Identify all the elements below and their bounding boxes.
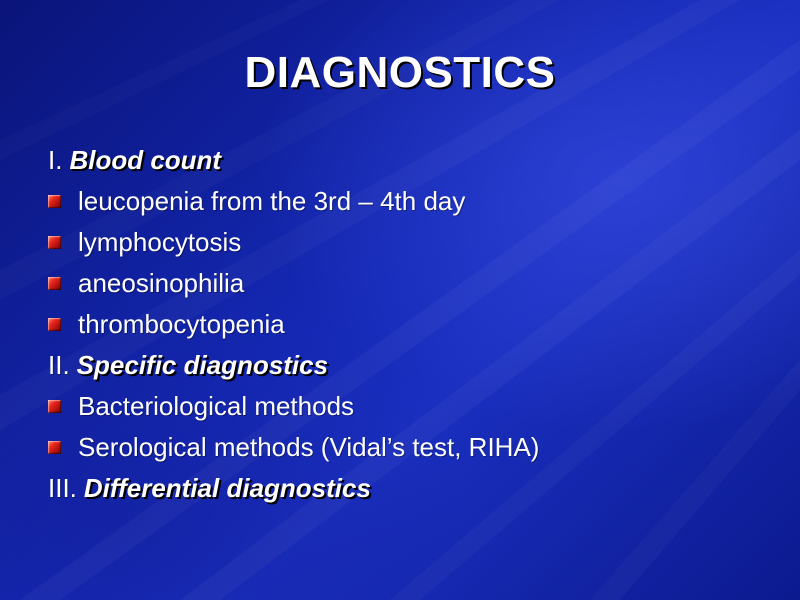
red-square-bullet-icon: [48, 441, 61, 454]
bullet-item: [48, 304, 768, 345]
section-heading: [48, 468, 768, 509]
bullet-text: lymphocytosis: [78, 227, 242, 257]
section-heading: [48, 345, 768, 386]
bullet-item: [48, 222, 768, 263]
bullet-text: Serological methods (Vidal’s test, RIHA): [78, 432, 540, 462]
red-square-bullet-icon: [48, 318, 61, 331]
section-heading-label: Blood count: [69, 145, 222, 175]
red-square-bullet-icon: [48, 400, 61, 413]
bullet-text: Bacteriological methods: [78, 391, 355, 421]
section-heading: [48, 140, 768, 181]
red-square-bullet-icon: [48, 195, 61, 208]
bullet-text: thrombocytopenia: [78, 309, 285, 339]
section-numeral: III.: [48, 473, 77, 503]
section-heading-label: Specific diagnostics: [76, 350, 329, 380]
bullet-text: aneosinophilia: [78, 268, 245, 298]
section-numeral: I.: [48, 145, 63, 175]
bullet-item: [48, 181, 768, 222]
bullet-item: [48, 263, 768, 304]
section-numeral: II.: [48, 350, 70, 380]
bullet-item: [48, 386, 768, 427]
slide-content: [48, 140, 768, 509]
red-square-bullet-icon: [48, 277, 61, 290]
slide-title: DIAGNOSTICS: [244, 48, 556, 97]
section-heading-label: Differential diagnostics: [83, 473, 371, 503]
red-square-bullet-icon: [48, 236, 61, 249]
bullet-item: [48, 427, 768, 468]
bullet-text: leucopenia from the 3rd – 4th day: [78, 186, 466, 216]
